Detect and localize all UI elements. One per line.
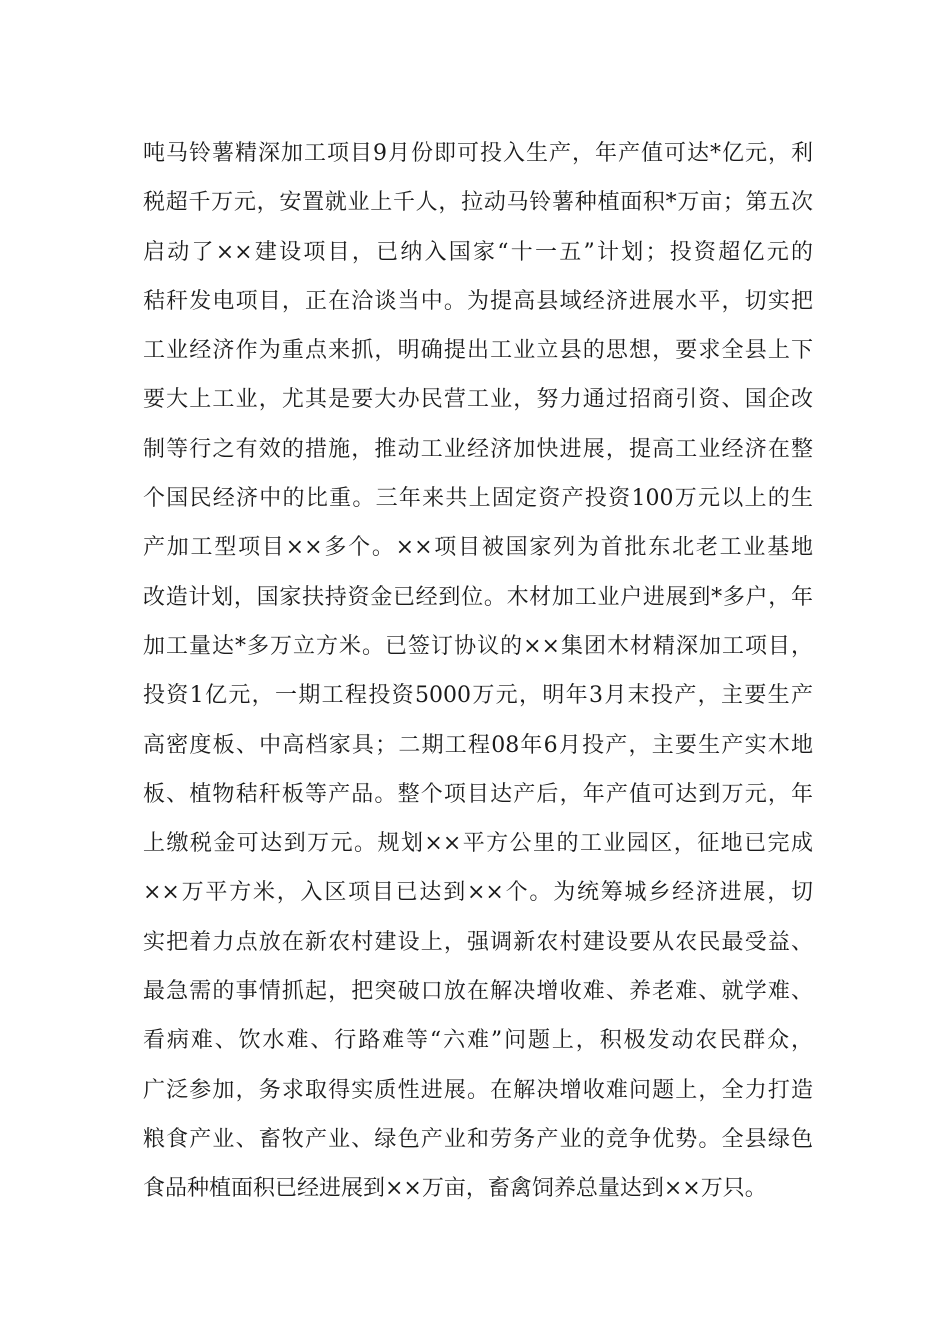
text-line: 粮食产业、畜牧产业、绿色产业和劳务产业的竞争优势。全县绿色 bbox=[143, 1126, 813, 1152]
text-line: 启动了××建设项目，已纳入国家“十一五”计划；投资超亿元的 bbox=[143, 239, 813, 265]
text-line: ××万平方米，入区项目已达到××个。为统筹城乡经济进展，切 bbox=[143, 880, 813, 906]
text-line: 改造计划，国家扶持资金已经到位。木材加工业户进展到*多户，年 bbox=[143, 584, 813, 610]
text-line: 要大上工业，尤其是要大办民营工业，努力通过招商引资、国企改 bbox=[143, 387, 813, 413]
text-line: 食品种植面积已经进展到××万亩，畜禽饲养总量达到××万只。 bbox=[143, 1176, 767, 1202]
body-text bbox=[143, 129, 813, 1214]
text-line: 秸秆发电项目，正在洽谈当中。为提高县域经济进展水平，切实把 bbox=[143, 288, 813, 314]
text-line: 实把着力点放在新农村建设上，强调新农村建设要从农民最受益、 bbox=[143, 929, 813, 955]
text-line: 工业经济作为重点来抓，明确提出工业立县的思想，要求全县上下 bbox=[143, 338, 813, 364]
text-line: 税超千万元，安置就业上千人，拉动马铃薯种植面积*万亩；第五次 bbox=[143, 190, 813, 216]
text-line: 产加工型项目××多个。××项目被国家列为首批东北老工业基地 bbox=[143, 535, 813, 561]
text-line: 加工量达*多万立方米。已签订协议的××集团木材精深加工项目， bbox=[143, 633, 813, 659]
text-line: 高密度板、中高档家具；二期工程08年6月投产，主要生产实木地 bbox=[143, 732, 813, 758]
text-line: 广泛参加，务求取得实质性进展。在解决增收难问题上，全力打造 bbox=[143, 1077, 813, 1103]
text-line: 吨马铃薯精深加工项目9月份即可投入生产，年产值可达*亿元，利 bbox=[143, 141, 813, 166]
text-line: 投资1亿元，一期工程投资5000万元，明年3月末投产，主要生产 bbox=[143, 683, 813, 709]
text-line: 最急需的事情抓起，把突破口放在解决增收难、养老难、就学难、 bbox=[143, 979, 813, 1005]
text-line: 个国民经济中的比重。三年来共上固定资产投资100万元以上的生 bbox=[143, 486, 813, 512]
text-line: 板、植物秸秆板等产品。整个项目达产后，年产值可达到万元，年 bbox=[143, 781, 813, 807]
text-line: 看病难、饮水难、行路难等“六难”问题上，积极发动农民群众， bbox=[143, 1028, 813, 1054]
text-line: 上缴税金可达到万元。规划××平方公里的工业园区，征地已完成 bbox=[143, 831, 813, 857]
text-line: 制等行之有效的措施，推动工业经济加快进展，提高工业经济在整 bbox=[143, 436, 813, 462]
